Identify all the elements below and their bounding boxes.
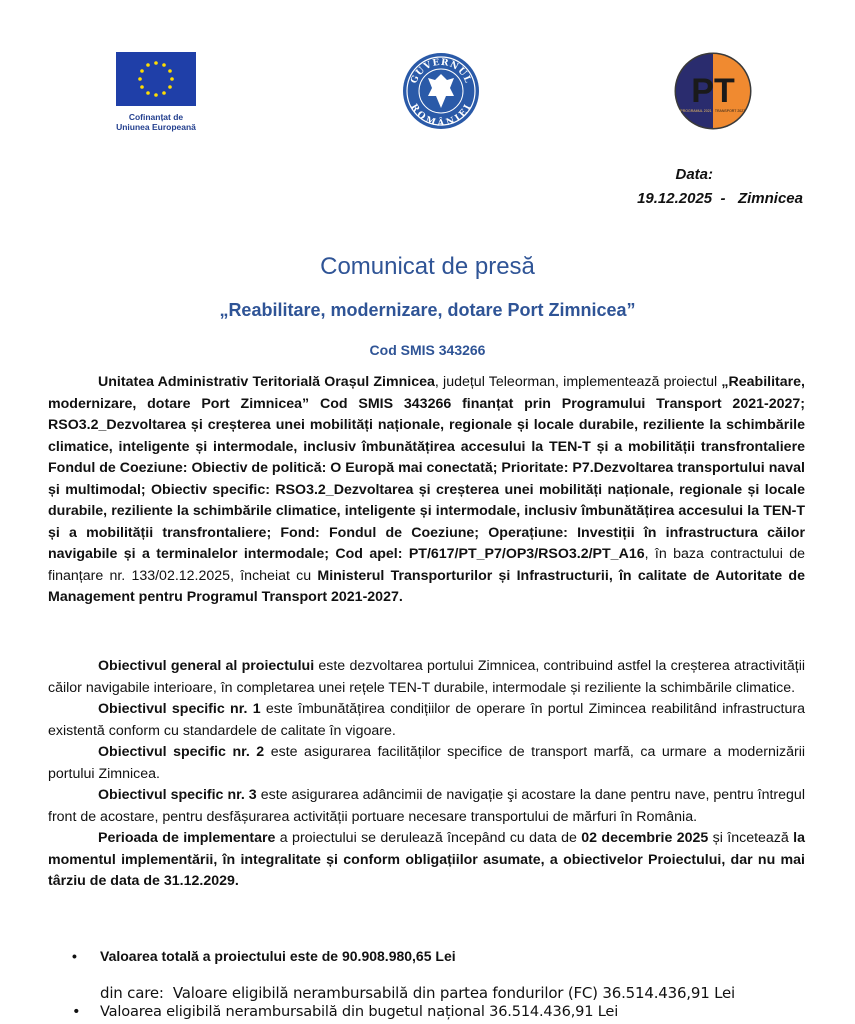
specific-objective-3-text: este asigurarea adâncimii de navigație şi acostare la dane pentru nave, pentru întregul front de acostare, pentru desfășurarea activității portuare necesare transportului de mărfuri în România. [48, 787, 805, 825]
date-label: Data: [675, 166, 713, 183]
svg-text:PROGRAMUL 2021: PROGRAMUL 2021 [680, 109, 712, 113]
svg-text:GUVERNUL: GUVERNUL [409, 57, 473, 86]
specific-objective-1 [48, 699, 805, 742]
implementation-text1: a proiectului se derulează începând cu data de [275, 830, 582, 846]
general-objective-text: este dezvoltarea portului Zimnicea, contribuind astfel la creșterea atractivității căilor navigabile interioare, în completarea unei rețele TEN-T durabile, intermodale și reziliente la schimbările climatice. [48, 658, 805, 696]
start-date: 02 decembrie 2025 [581, 830, 709, 846]
eu-cofinancing-logo [113, 52, 199, 132]
funding-details: „Reabilitare, modernizare, dotare Port Zimnicea” Cod SMIS 343266 finanțat prin Programului Transport 2021-2027; RSO3.2_Dezvoltarea și creșterea unei mobilități naționale, regionale și locale durabile, reziliente la schimbările climatice, inteligente și intermodale, inclusiv îmbunătățirea accesului la TEN-T și a mobilității transfrontaliere Fondul de Coeziune: Obiectiv de politică: O Europă mai conectată; Prioritate: P7.Dezvoltarea transportului naval și multimodal; Obiectiv specific: RSO3.2_Dezvoltarea și creșterea unei mobilități naționale, regionale și locale durabile, reziliente la schimbările climatice, inteligente și intermodale, inclusiv îmbunătățirea accesului la TEN-T și a mobilității transfrontaliere; Fond: Fondul de Coeziune; Operațiune: Investiții în infrastructura căilor navigabile și a terminalelor intermodale; Cod apel: PT/617/PT_P7/OP3/RSO3.2/PT_A16 [48, 374, 806, 562]
total-value-text: Valoarea totală a proiectului este de 90.908.980,65 Lei [100, 948, 456, 964]
implementation-label: Perioada de implementare [98, 830, 276, 846]
objectives-section [48, 656, 805, 893]
managing-authority: Ministerul Transporturilor și Infrastructurii, în calitate de Autoritate de Management pentru Programul Transport 2021-2027. [48, 567, 805, 605]
end-condition: la momentul implementării, în integralitate și conform obligațiilor asumate, a obiectivelor Proiectului, dar nu mai târziu de data de 31.12.2029. [48, 830, 805, 889]
general-objective-label: Obiectivul general al proiectului [98, 658, 315, 674]
programul-transport-logo [674, 52, 752, 130]
bullet-icon: • [72, 948, 77, 964]
eu-flag-icon [116, 52, 196, 106]
intro-text: , județul Teleorman, implementează proiectul [434, 374, 722, 390]
paragraph-intro [48, 372, 805, 609]
national-value-item [72, 1003, 832, 1020]
project-description [48, 372, 805, 609]
fc-value-line: din care: Valoare eligibilă nerambursabilă din partea fondurilor (FC) 36.514.436,91 Lei [100, 984, 736, 1002]
uat-name: Unitatea Administrativ Teritorială Orașul Zimnicea [98, 374, 435, 390]
general-objective [48, 656, 805, 699]
specific-objective-2-text: este asigurarea facilităților specifice de transport marfă, ca urmare a modernizării portului Zimnicea. [48, 744, 805, 782]
svg-text:TRANSPORT 2027: TRANSPORT 2027 [714, 109, 746, 113]
total-value-item [72, 948, 832, 964]
national-value-text: Valoarea eligibilă nerambursabilă din bugetul național 36.514.436,91 Lei [100, 1003, 619, 1020]
specific-objective-2-label: Obiectivul specific nr. 2 [98, 744, 265, 760]
date-block [637, 163, 803, 211]
svg-text:ROMÂNIEI: ROMÂNIEI [408, 102, 474, 129]
contract-text: , în baza contractului de finanțare nr. 133/02.12.2025, încheiat cu [48, 546, 806, 584]
eu-caption-line1: Cofinanțat de [128, 112, 184, 122]
smis-code: Cod SMIS 343266 [369, 342, 486, 358]
implementation-text2: și încetează [708, 830, 794, 846]
project-title: „Reabilitare, modernizare, dotare Port Zimnicea” [219, 300, 636, 320]
eu-caption-line2: Uniunea Europeană [116, 122, 196, 132]
bullet-icon: • [72, 1003, 81, 1020]
date-value: 19.12.2025 - Zimnicea [637, 190, 803, 207]
page-title: Comunicat de presă [320, 253, 535, 280]
specific-objective-3 [48, 785, 805, 828]
eu-caption [113, 112, 199, 132]
specific-objective-1-text: este îmbunătățirea condițiilor de operare în portul Zimincea reabilitând infrastructura existentă conform cu standardele de calitate în vigoare. [48, 701, 805, 739]
romanian-government-logo [402, 52, 480, 130]
specific-objective-1-label: Obiectivul specific nr. 1 [98, 701, 261, 717]
svg-text:PT: PT [691, 72, 735, 110]
implementation-period [48, 828, 805, 893]
specific-objective-3-label: Obiectivul specific nr. 3 [98, 787, 257, 803]
logo-bar [0, 0, 855, 150]
specific-objective-2 [48, 742, 805, 785]
